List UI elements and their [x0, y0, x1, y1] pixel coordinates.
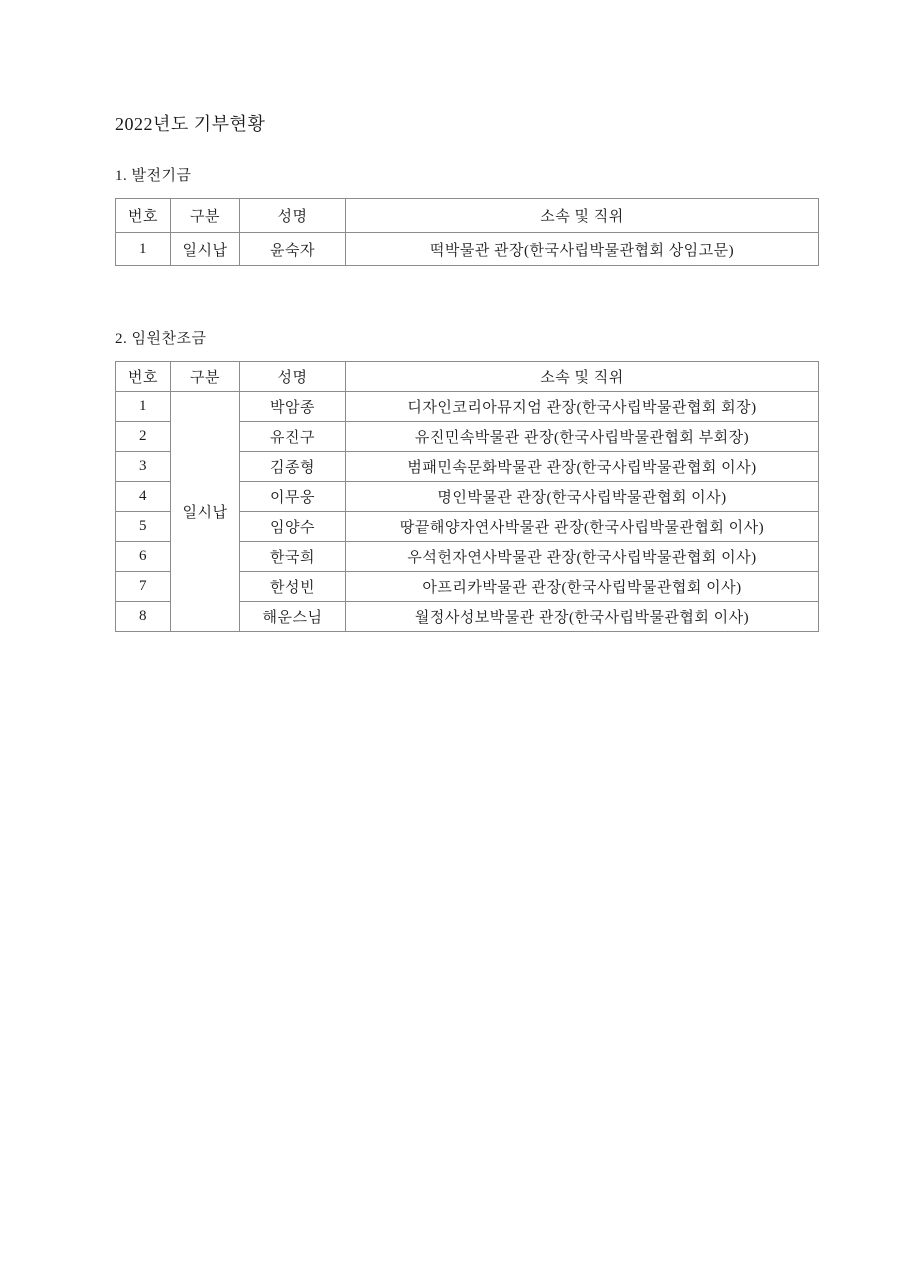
cell-name: 윤숙자: [240, 233, 346, 266]
header-name: 성명: [240, 199, 346, 233]
header-category: 구분: [171, 362, 240, 392]
cell-affiliation: 우석헌자연사박물관 관장(한국사립박물관협회 이사): [346, 542, 819, 572]
section-heading: 2. 임원찬조금: [115, 331, 207, 347]
section-executive-contribution: [115, 330, 820, 632]
cell-affiliation: 땅끝해양자연사박물관 관장(한국사립박물관협회 이사): [346, 512, 819, 542]
executive-contribution-table: [115, 361, 819, 632]
cell-number: 5: [116, 512, 171, 542]
cell-number: 8: [116, 602, 171, 632]
development-fund-table: [115, 198, 819, 266]
section-development-fund: [115, 167, 820, 266]
cell-name: 이무웅: [240, 482, 346, 512]
header-number: 번호: [116, 199, 171, 233]
cell-name: 박암종: [240, 392, 346, 422]
cell-number: 2: [116, 422, 171, 452]
table-row: [116, 233, 819, 266]
cell-affiliation: 월정사성보박물관 관장(한국사립박물관협회 이사): [346, 602, 819, 632]
section-heading: 1. 발전기금: [115, 168, 192, 184]
cell-number: 1: [116, 233, 171, 266]
cell-name: 김종형: [240, 452, 346, 482]
cell-number: 6: [116, 542, 171, 572]
cell-number: 4: [116, 482, 171, 512]
cell-number: 1: [116, 392, 171, 422]
cell-number: 3: [116, 452, 171, 482]
cell-name: 유진구: [240, 422, 346, 452]
header-name: 성명: [240, 362, 346, 392]
cell-affiliation: 범패민속문화박물관 관장(한국사립박물관협회 이사): [346, 452, 819, 482]
page-title: 2022년도 기부현황: [115, 114, 266, 134]
cell-category: 일시납: [171, 233, 240, 266]
cell-affiliation: 디자인코리아뮤지엄 관장(한국사립박물관협회 회장): [346, 392, 819, 422]
table-header-row: [116, 199, 819, 233]
table-header-row: [116, 362, 819, 392]
header-number: 번호: [116, 362, 171, 392]
cell-number: 7: [116, 572, 171, 602]
cell-name: 임양수: [240, 512, 346, 542]
cell-category-merged: 일시납: [171, 392, 240, 632]
cell-name: 한국희: [240, 542, 346, 572]
table-row: [116, 392, 819, 422]
cell-affiliation: 유진민속박물관 관장(한국사립박물관협회 부회장): [346, 422, 819, 452]
cell-name: 한성빈: [240, 572, 346, 602]
cell-name: 해운스님: [240, 602, 346, 632]
cell-affiliation: 명인박물관 관장(한국사립박물관협회 이사): [346, 482, 819, 512]
header-affiliation: 소속 및 직위: [346, 199, 819, 233]
cell-affiliation: 떡박물관 관장(한국사립박물관협회 상임고문): [346, 233, 819, 266]
cell-affiliation: 아프리카박물관 관장(한국사립박물관협회 이사): [346, 572, 819, 602]
header-category: 구분: [171, 199, 240, 233]
header-affiliation: 소속 및 직위: [346, 362, 819, 392]
